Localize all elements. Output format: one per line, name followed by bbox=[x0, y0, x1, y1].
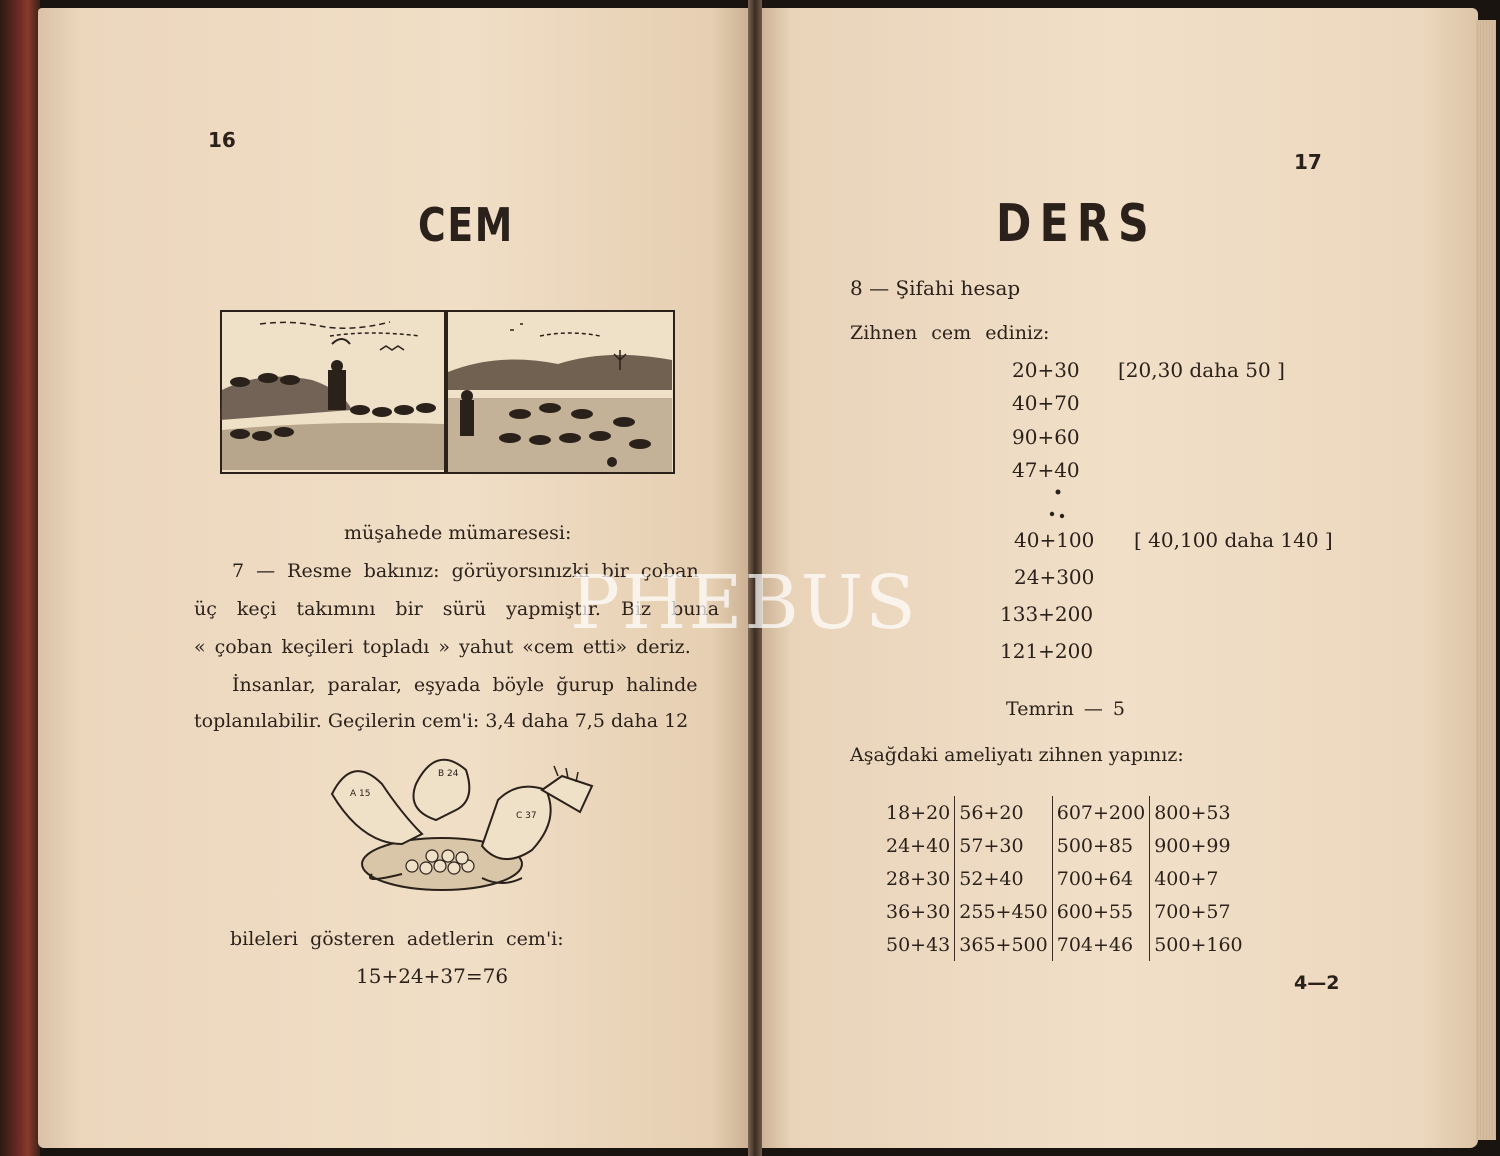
paragraph-line: « çoban keçileri topladı » yahut «cem etti» deriz. bbox=[194, 636, 691, 658]
table-row bbox=[882, 829, 1247, 862]
bag-label: A 15 bbox=[350, 789, 371, 799]
grid-cell: 500+160 bbox=[1150, 928, 1247, 961]
sum-item: 40+100 bbox=[1014, 528, 1095, 552]
bag-label: B 24 bbox=[438, 769, 459, 779]
paragraph-line: toplanılabilir. Geçilerin cem'i: 3,4 daha 7,5 daha 12 bbox=[194, 710, 689, 732]
ellipsis-dots bbox=[1040, 484, 1080, 524]
exercise-title: Temrin — 5 bbox=[1006, 698, 1126, 720]
page-number-right: 17 bbox=[1294, 150, 1322, 174]
paragraph-line: İnsanlar, paralar, eşyada böyle ğurup halinde bbox=[232, 674, 698, 696]
grid-cell: 50+43 bbox=[886, 933, 951, 956]
grid-cell: 255+450 bbox=[955, 895, 1052, 928]
grid-cell: 56+20 bbox=[955, 796, 1052, 829]
bottom-text: bileleri gösteren adetlerin cem'i: bbox=[230, 928, 564, 950]
grid-cell: 400+7 bbox=[1150, 862, 1247, 895]
sum-item: 90+60 bbox=[1012, 425, 1080, 449]
sum-item: 133+200 bbox=[1000, 602, 1094, 626]
section-heading: 8 — Şifahi hesap bbox=[850, 276, 1021, 300]
sum-item: 24+300 bbox=[1014, 565, 1095, 589]
paragraph-line: üç keçi takımını bir sürü yapmiştır. Biz buna bbox=[194, 598, 720, 620]
sum-note: [ 40,100 daha 140 ] bbox=[1134, 528, 1333, 552]
page-title-right: DERS bbox=[996, 194, 1157, 254]
grid-cell: 800+53 bbox=[1150, 796, 1247, 829]
caption-text: müşahede mümaresesi: bbox=[344, 522, 572, 544]
grid-cell: 365+500 bbox=[955, 928, 1052, 961]
grid-cell: 57+30 bbox=[955, 829, 1052, 862]
page-number-left: 16 bbox=[208, 128, 236, 152]
grid-cell: 700+64 bbox=[1052, 862, 1149, 895]
sum-item: 40+70 bbox=[1012, 391, 1080, 415]
goats-illustration bbox=[220, 310, 676, 476]
watermark: PHEBUS bbox=[570, 560, 918, 646]
grid-cell: 18+20 bbox=[886, 801, 951, 824]
sum-note: [20,30 daha 50 ] bbox=[1118, 358, 1285, 382]
sum-item: 20+30 bbox=[1012, 358, 1080, 382]
page-stack-edge bbox=[1476, 20, 1496, 1140]
grid-cell: 600+55 bbox=[1052, 895, 1149, 928]
grid-cell: 700+57 bbox=[1150, 895, 1247, 928]
sum-item: 47+40 bbox=[1012, 458, 1080, 482]
page-title-left: CEM bbox=[418, 198, 514, 252]
grid-cell: 900+99 bbox=[1150, 829, 1247, 862]
exercise-instruction: Aşağdaki ameliyatı zihnen yapınız: bbox=[850, 744, 1184, 766]
book-cover-edge bbox=[0, 0, 40, 1156]
signature-mark: 4—2 bbox=[1294, 972, 1340, 994]
grid-cell: 704+46 bbox=[1052, 928, 1149, 961]
instruction-text: Zihnen cem ediniz: bbox=[850, 322, 1050, 344]
grid-cell: 607+200 bbox=[1052, 796, 1149, 829]
table-row bbox=[882, 928, 1247, 961]
exercise-grid bbox=[882, 796, 1247, 961]
table-row bbox=[882, 796, 1247, 829]
grid-cell: 24+40 bbox=[886, 834, 951, 857]
grid-cell: 52+40 bbox=[955, 862, 1052, 895]
bag-label: C 37 bbox=[516, 811, 537, 821]
sum-item: 121+200 bbox=[1000, 639, 1094, 663]
money-bags-illustration bbox=[322, 754, 612, 904]
grid-cell: 36+30 bbox=[886, 900, 951, 923]
paragraph-line: 7 — Resme bakınız: görüyorsınızki bir çoban bbox=[232, 560, 699, 582]
grid-cell: 28+30 bbox=[886, 867, 951, 890]
table-row bbox=[882, 862, 1247, 895]
grid-cell: 500+85 bbox=[1052, 829, 1149, 862]
table-row bbox=[882, 895, 1247, 928]
equation: 15+24+37=76 bbox=[356, 964, 509, 988]
